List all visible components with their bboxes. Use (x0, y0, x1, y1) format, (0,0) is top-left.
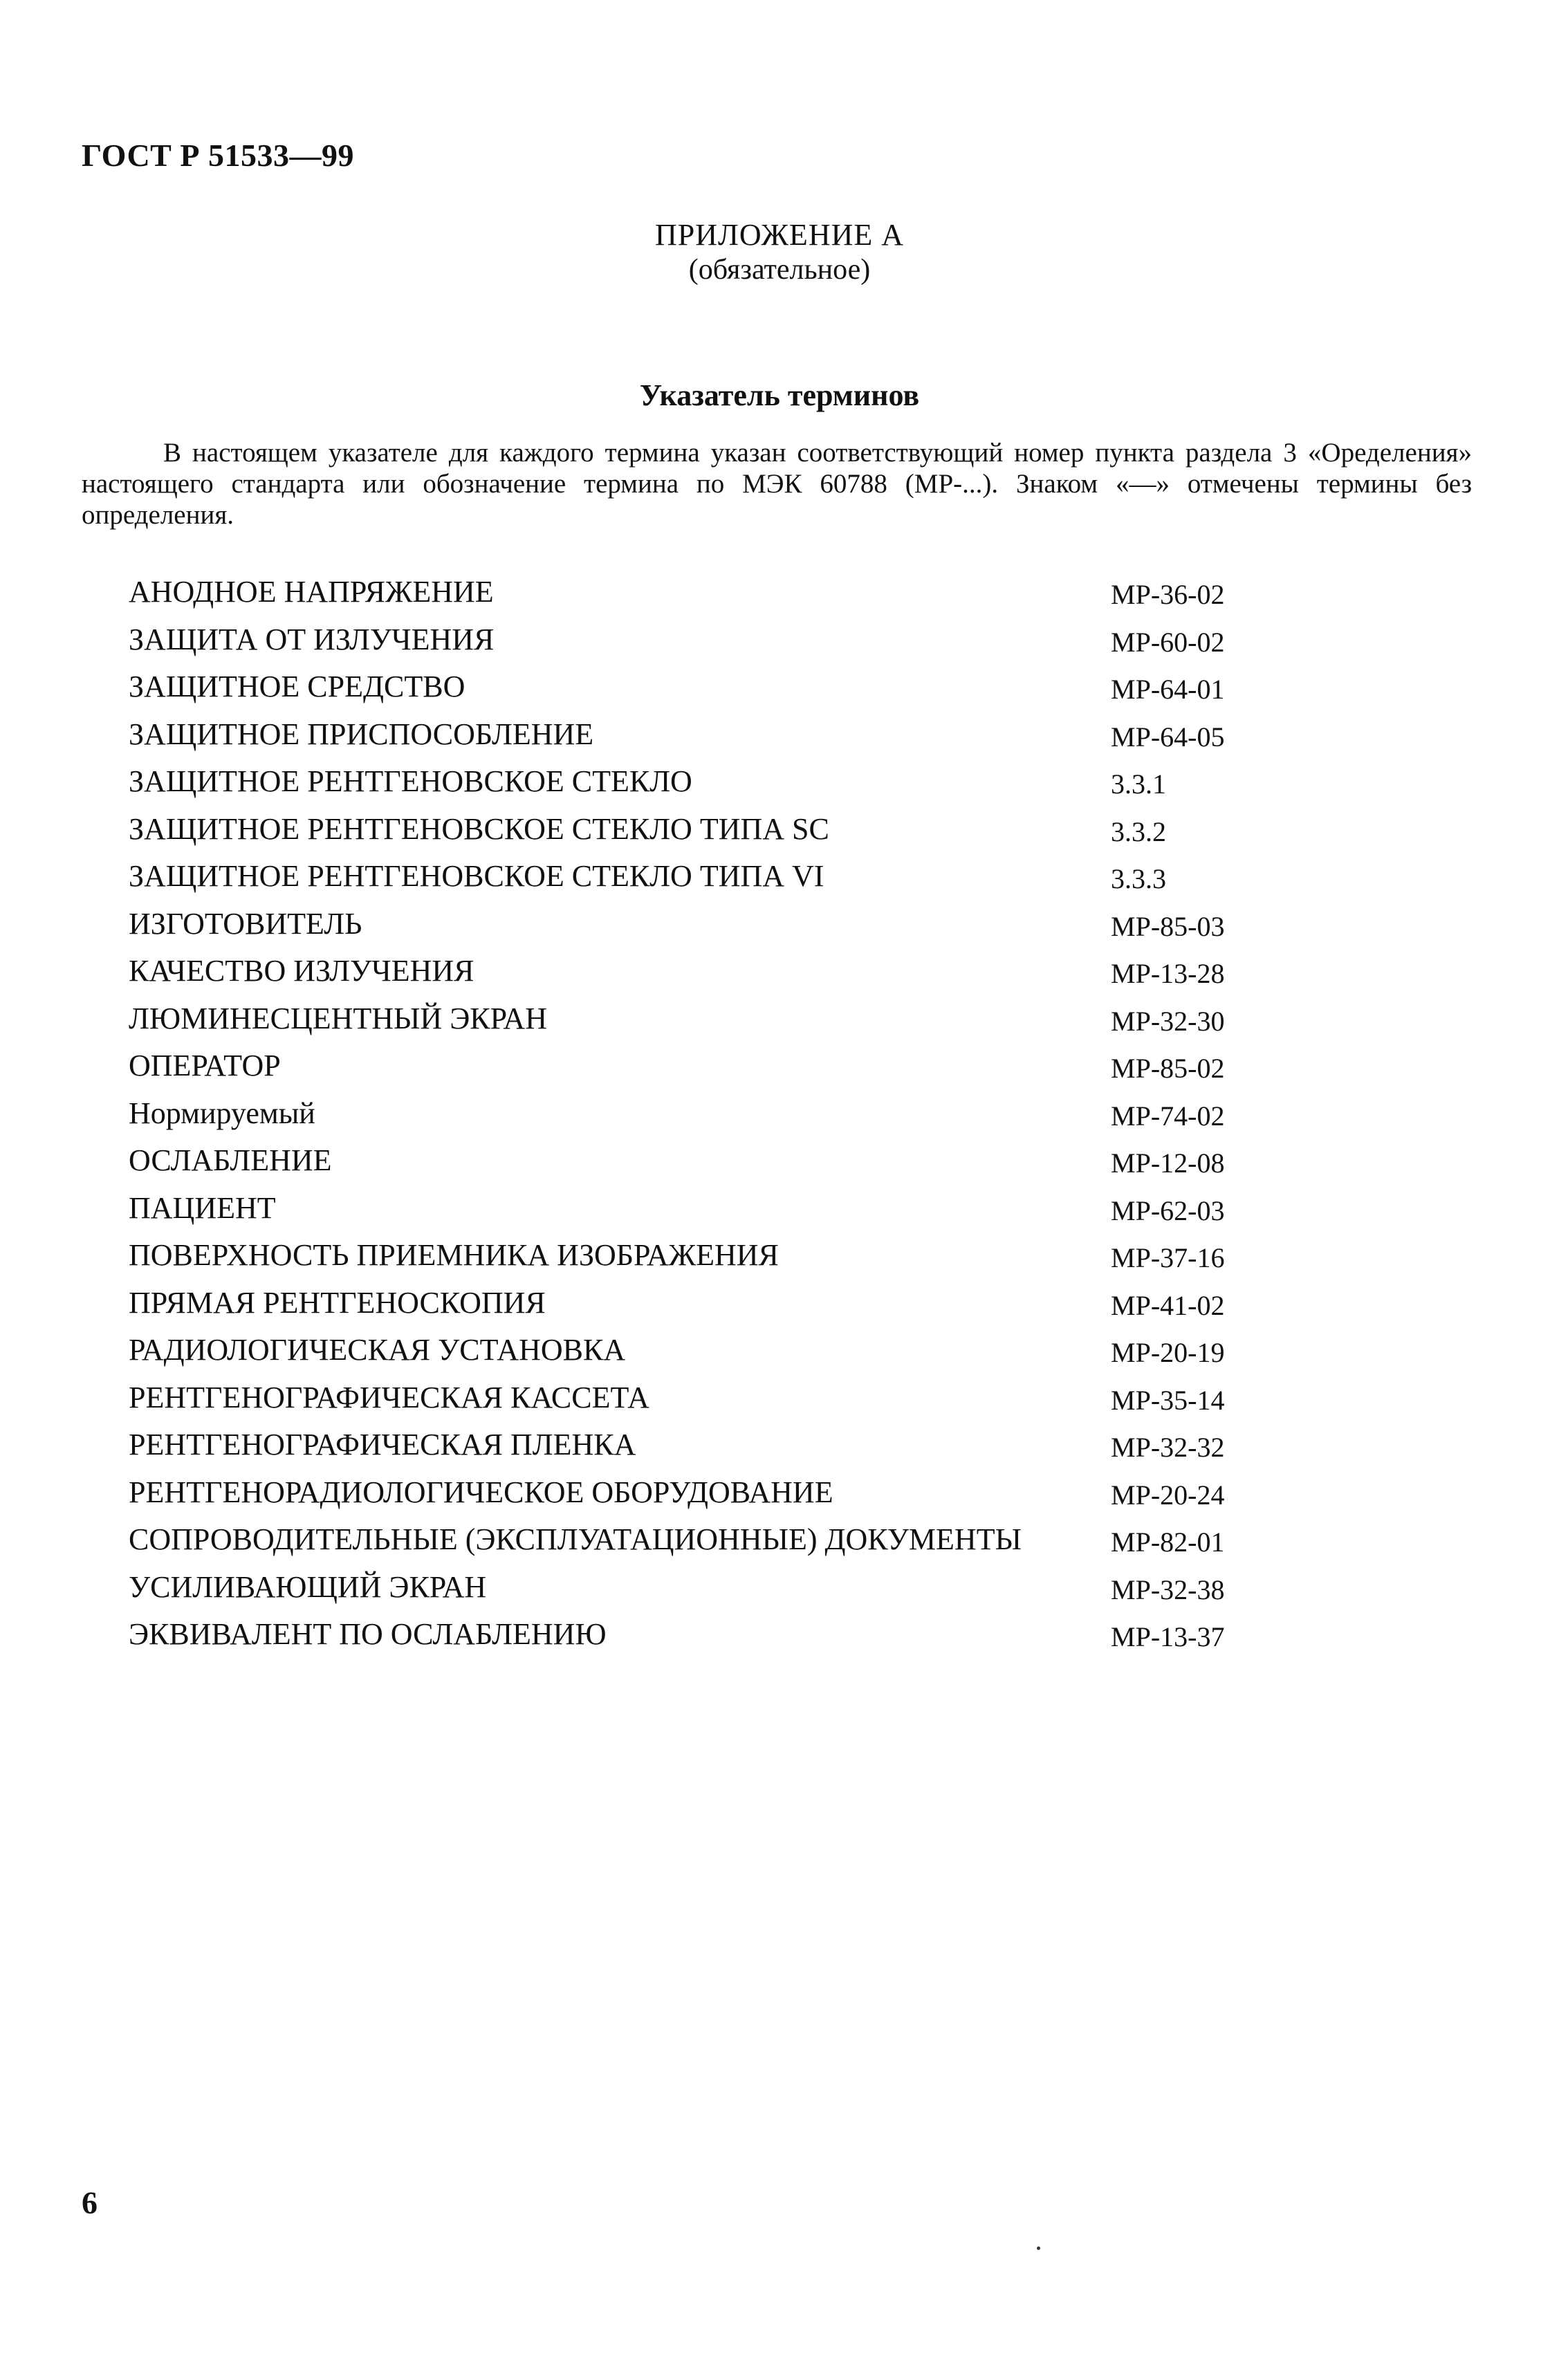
term-name: РАДИОЛОГИЧЕСКАЯ УСТАНОВКА (129, 1333, 626, 1367)
document-header: ГОСТ Р 51533—99 (82, 138, 354, 173)
term-code: МР-13-28 (1111, 958, 1225, 989)
term-name: ПАЦИЕНТ (129, 1190, 276, 1225)
term-name: КАЧЕСТВО ИЗЛУЧЕНИЯ (129, 954, 474, 988)
page-number: 6 (82, 2185, 98, 2220)
term-row (129, 619, 1304, 667)
term-row (129, 1424, 1304, 1472)
term-name: ЗАЩИТНОЕ РЕНТГЕНОВСКОЕ СТЕКЛО ТИПА VI (129, 859, 824, 893)
term-row (129, 856, 1304, 903)
term-row (129, 1140, 1304, 1188)
terms-index (129, 571, 1304, 1661)
term-code: МР-41-02 (1111, 1289, 1225, 1321)
term-code: 3.3.1 (1111, 768, 1166, 800)
term-row (129, 903, 1304, 951)
term-name: ЭКВИВАЛЕНТ ПО ОСЛАБЛЕНИЮ (129, 1617, 607, 1651)
term-code: МР-20-19 (1111, 1337, 1225, 1368)
term-row (129, 1519, 1304, 1567)
term-row (129, 950, 1304, 998)
term-code: МР-62-03 (1111, 1194, 1225, 1226)
term-name: СОПРОВОДИТЕЛЬНЫЕ (ЭКСПЛУАТАЦИОННЫЕ) ДОКУМЕНТЫ (129, 1522, 1022, 1556)
term-name: ЛЮМИНЕСЦЕНТНЫЙ ЭКРАН (129, 1001, 547, 1035)
term-row (129, 1377, 1304, 1425)
term-name: ЗАЩИТНОЕ РЕНТГЕНОВСКОЕ СТЕКЛО ТИПА SC (129, 811, 829, 846)
term-row (129, 1282, 1304, 1330)
scan-speck (1037, 2247, 1040, 2250)
term-name: ПРЯМАЯ РЕНТГЕНОСКОПИЯ (129, 1285, 546, 1320)
term-name: ИЗГОТОВИТЕЛЬ (129, 906, 362, 941)
term-code: МР-37-16 (1111, 1242, 1225, 1273)
appendix-title: ПРИЛОЖЕНИЕ А (654, 218, 905, 252)
term-name: ЗАЩИТНОЕ РЕНТГЕНОВСКОЕ СТЕКЛО (129, 764, 692, 798)
term-code: МР-32-32 (1111, 1432, 1225, 1463)
term-row (129, 1472, 1304, 1520)
term-code: МР-35-14 (1111, 1384, 1225, 1416)
term-name: АНОДНОЕ НАПРЯЖЕНИЕ (129, 575, 494, 609)
term-code: МР-20-24 (1111, 1479, 1225, 1511)
term-name: ОСЛАБЛЕНИЕ (129, 1143, 332, 1177)
section-title: Указатель терминов (639, 378, 920, 412)
term-code: 3.3.3 (1111, 863, 1166, 894)
term-code: МР-13-37 (1111, 1621, 1225, 1652)
term-name: РЕНТГЕНОГРАФИЧЕСКАЯ КАССЕТА (129, 1380, 649, 1414)
term-row (129, 714, 1304, 762)
term-code: МР-60-02 (1111, 626, 1225, 658)
term-row (129, 1567, 1304, 1614)
term-code: МР-64-05 (1111, 721, 1225, 753)
term-name: Нормируемый (129, 1096, 315, 1130)
term-code: МР-32-38 (1111, 1574, 1225, 1605)
appendix-subtitle: (обязательное) (688, 254, 871, 286)
term-row (129, 1235, 1304, 1282)
term-row (129, 809, 1304, 856)
term-name: РЕНТГЕНОГРАФИЧЕСКАЯ ПЛЕНКА (129, 1428, 636, 1461)
term-name: ЗАЩИТНОЕ ПРИСПОСОБЛЕНИЕ (129, 717, 594, 751)
term-code: МР-12-08 (1111, 1147, 1225, 1179)
intro-paragraph: В настоящем указателе для каждого термина указан соответствующий номер пункта раздела 3 «Оределения» настоящего стандарта или обозначение термина по МЭК 60788 (МР-...). Знаком «—» отмечены термины без определения. (82, 438, 1472, 530)
term-code: МР-36-02 (1111, 579, 1225, 610)
term-row (129, 998, 1304, 1046)
term-row (129, 1188, 1304, 1235)
term-row (129, 571, 1304, 619)
term-code: МР-64-01 (1111, 674, 1225, 705)
term-code: МР-82-01 (1111, 1526, 1225, 1558)
term-row (129, 1329, 1304, 1377)
term-row (129, 1614, 1304, 1661)
term-row (129, 1093, 1304, 1141)
term-code: МР-85-02 (1111, 1053, 1225, 1084)
term-name: РЕНТГЕНОРАДИОЛОГИЧЕСКОЕ ОБОРУДОВАНИЕ (129, 1475, 833, 1509)
term-name: ЗАЩИТНОЕ СРЕДСТВО (129, 670, 465, 703)
term-name: УСИЛИВАЮЩИЙ ЭКРАН (129, 1569, 487, 1604)
term-name: ПОВЕРХНОСТЬ ПРИЕМНИКА ИЗОБРАЖЕНИЯ (129, 1238, 779, 1272)
term-name: ОПЕРАТОР (129, 1049, 281, 1082)
term-row (129, 761, 1304, 809)
term-code: 3.3.2 (1111, 815, 1166, 847)
term-row (129, 666, 1304, 714)
term-code: МР-74-02 (1111, 1100, 1225, 1132)
term-row (129, 1045, 1304, 1093)
term-code: МР-32-30 (1111, 1005, 1225, 1037)
term-code: МР-85-03 (1111, 910, 1225, 942)
term-name: ЗАЩИТА ОТ ИЗЛУЧЕНИЯ (129, 622, 495, 656)
